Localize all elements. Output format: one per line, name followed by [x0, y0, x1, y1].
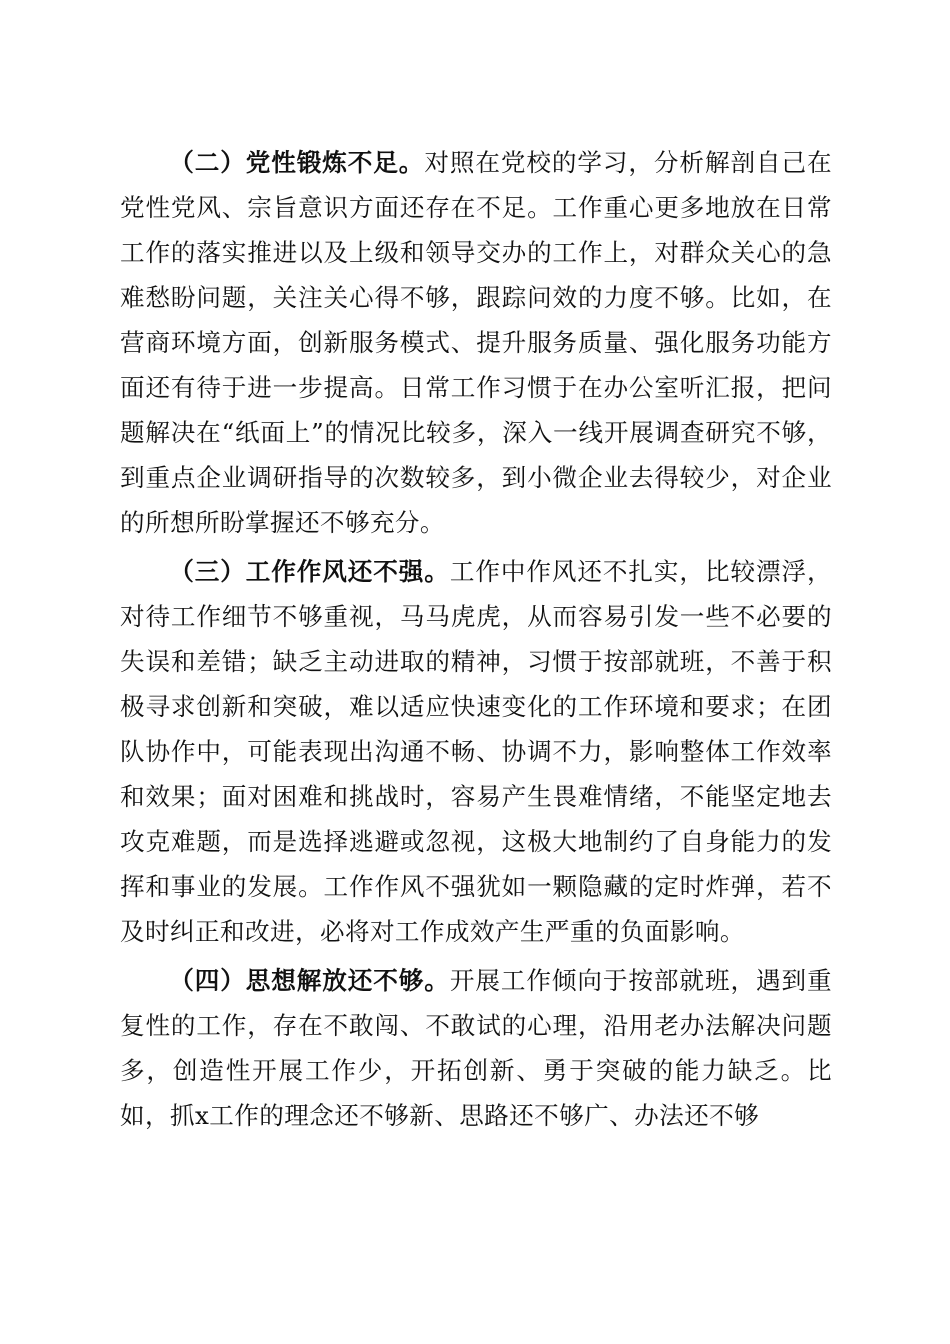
paragraph-party-spirit — [120, 140, 832, 545]
paragraph-work-style — [120, 549, 832, 954]
document-body — [120, 140, 832, 1138]
paragraph-heading: （三）工作作风还不强。 — [169, 557, 450, 586]
paragraph-thought-emancipation — [120, 958, 832, 1138]
paragraph-text: 开展工作倾向于按部就班，遇到重复性的工作，存在不敢闯、不敢试的心理，沿用老办法解决问题多，创造性开展工作少，开拓创新、勇于突破的能力缺乏。比如，抓x工作的理念还不够新、思路还不够广、办法还不够 — [120, 966, 832, 1130]
paragraph-heading: （四）思想解放还不够。 — [169, 966, 450, 995]
paragraph-text: 对照在党校的学习，分析解剖自己在党性党风、宗旨意识方面还存在不足。工作重心更多地放在日常工作的落实推进以及上级和领导交办的工作上，对群众关心的急难愁盼问题，关注关心得不够，跟踪问效的力度不够。比如，在营商环境方面，创新服务模式、提升服务质量、强化服务功能方面还有待于进一步提高。日常工作习惯于在办公室听汇报，把问题解决在“纸面上”的情况比较多，深入一线开展调查研究不够，到重点企业调研指导的次数较多，到小微企业去得较少，对企业的所想所盼掌握还不够充分。 — [120, 148, 832, 537]
paragraph-text: 工作中作风还不扎实，比较漂浮，对待工作细节不够重视，马马虎虎，从而容易引发一些不必要的失误和差错；缺乏主动进取的精神，习惯于按部就班，不善于积极寻求创新和突破，难以适应快速变化的工作环境和要求；在团队协作中，可能表现出沟通不畅、协调不力，影响整体工作效率和效果；面对困难和挑战时，容易产生畏难情绪，不能坚定地去攻克难题，而是选择逃避或忽视，这极大地制约了自身能力的发挥和事业的发展。工作作风不强犹如一颗隐藏的定时炸弹，若不及时纠正和改进，必将对工作成效产生严重的负面影响。 — [120, 557, 832, 946]
paragraph-heading: （二）党性锻炼不足。 — [169, 148, 425, 177]
